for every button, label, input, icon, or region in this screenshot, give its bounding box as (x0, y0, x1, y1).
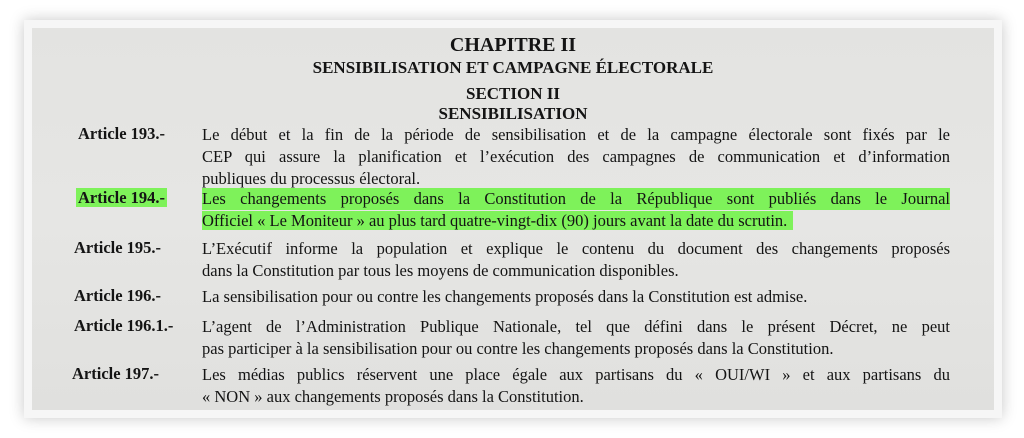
article-text-line: « NON » aux changements proposés dans la Constitution. (202, 387, 584, 406)
article-label: Article 196.- (74, 286, 162, 305)
article-text-line: CEP qui assure la planification et l’exécution des campagnes de communication et d’information (202, 147, 950, 166)
chapter-title: CHAPITRE II (449, 34, 577, 56)
article-text (202, 188, 950, 232)
highlight-mark: Officiel « Le Moniteur » au plus tard quatre-vingt-dix (90) jours avant la date du scrutin. (202, 211, 793, 230)
section-subtitle: SENSIBILISATION (438, 104, 588, 123)
article-text (202, 364, 950, 408)
chapter-subtitle: SENSIBILISATION ET CAMPAGNE ÉLECTORALE (312, 58, 714, 77)
highlight-mark: Article 194.- (78, 188, 166, 207)
article-text-line: dans la Constitution par tous les moyens de communication disponibles. (202, 261, 679, 280)
article-text-line: Les changements proposés dans la Constitution de la République sont publiés dans le Journal (202, 189, 950, 208)
article-text-line: pas participer à la sensibilisation pour ou contre les changements proposés dans la Constitution. (202, 339, 834, 358)
article-label: Article 197.- (72, 364, 160, 383)
article-text-line: L’Exécutif informe la population et explique le contenu du document des changements proposés (202, 239, 950, 258)
article-text (202, 286, 950, 308)
article-label: Article 193.- (78, 124, 166, 143)
article-label: Article 196.1.- (74, 316, 174, 335)
article-text-line: La sensibilisation pour ou contre les changements proposés dans la Constitution est admise. (202, 287, 808, 306)
section-title: SECTION II (465, 84, 560, 103)
article-text (202, 238, 950, 282)
article-text-line: publiques du processus électoral. (202, 169, 421, 188)
document-page (32, 28, 994, 410)
article-text-line (202, 210, 950, 232)
article-label (76, 188, 167, 208)
article-text (202, 124, 950, 190)
article-text-line: L’agent de l’Administration Publique Nationale, tel que défini dans le présent Décret, ne peut (202, 317, 950, 336)
article-text-line: Le début et la fin de la période de sensibilisation et de la campagne électorale sont fixés par le (202, 125, 950, 144)
article-text-line: Les médias publics réservent une place égale aux partisans du « OUI/WI » et aux partisans du (202, 365, 950, 384)
article-label: Article 195.- (74, 238, 162, 257)
article-text (202, 316, 950, 360)
